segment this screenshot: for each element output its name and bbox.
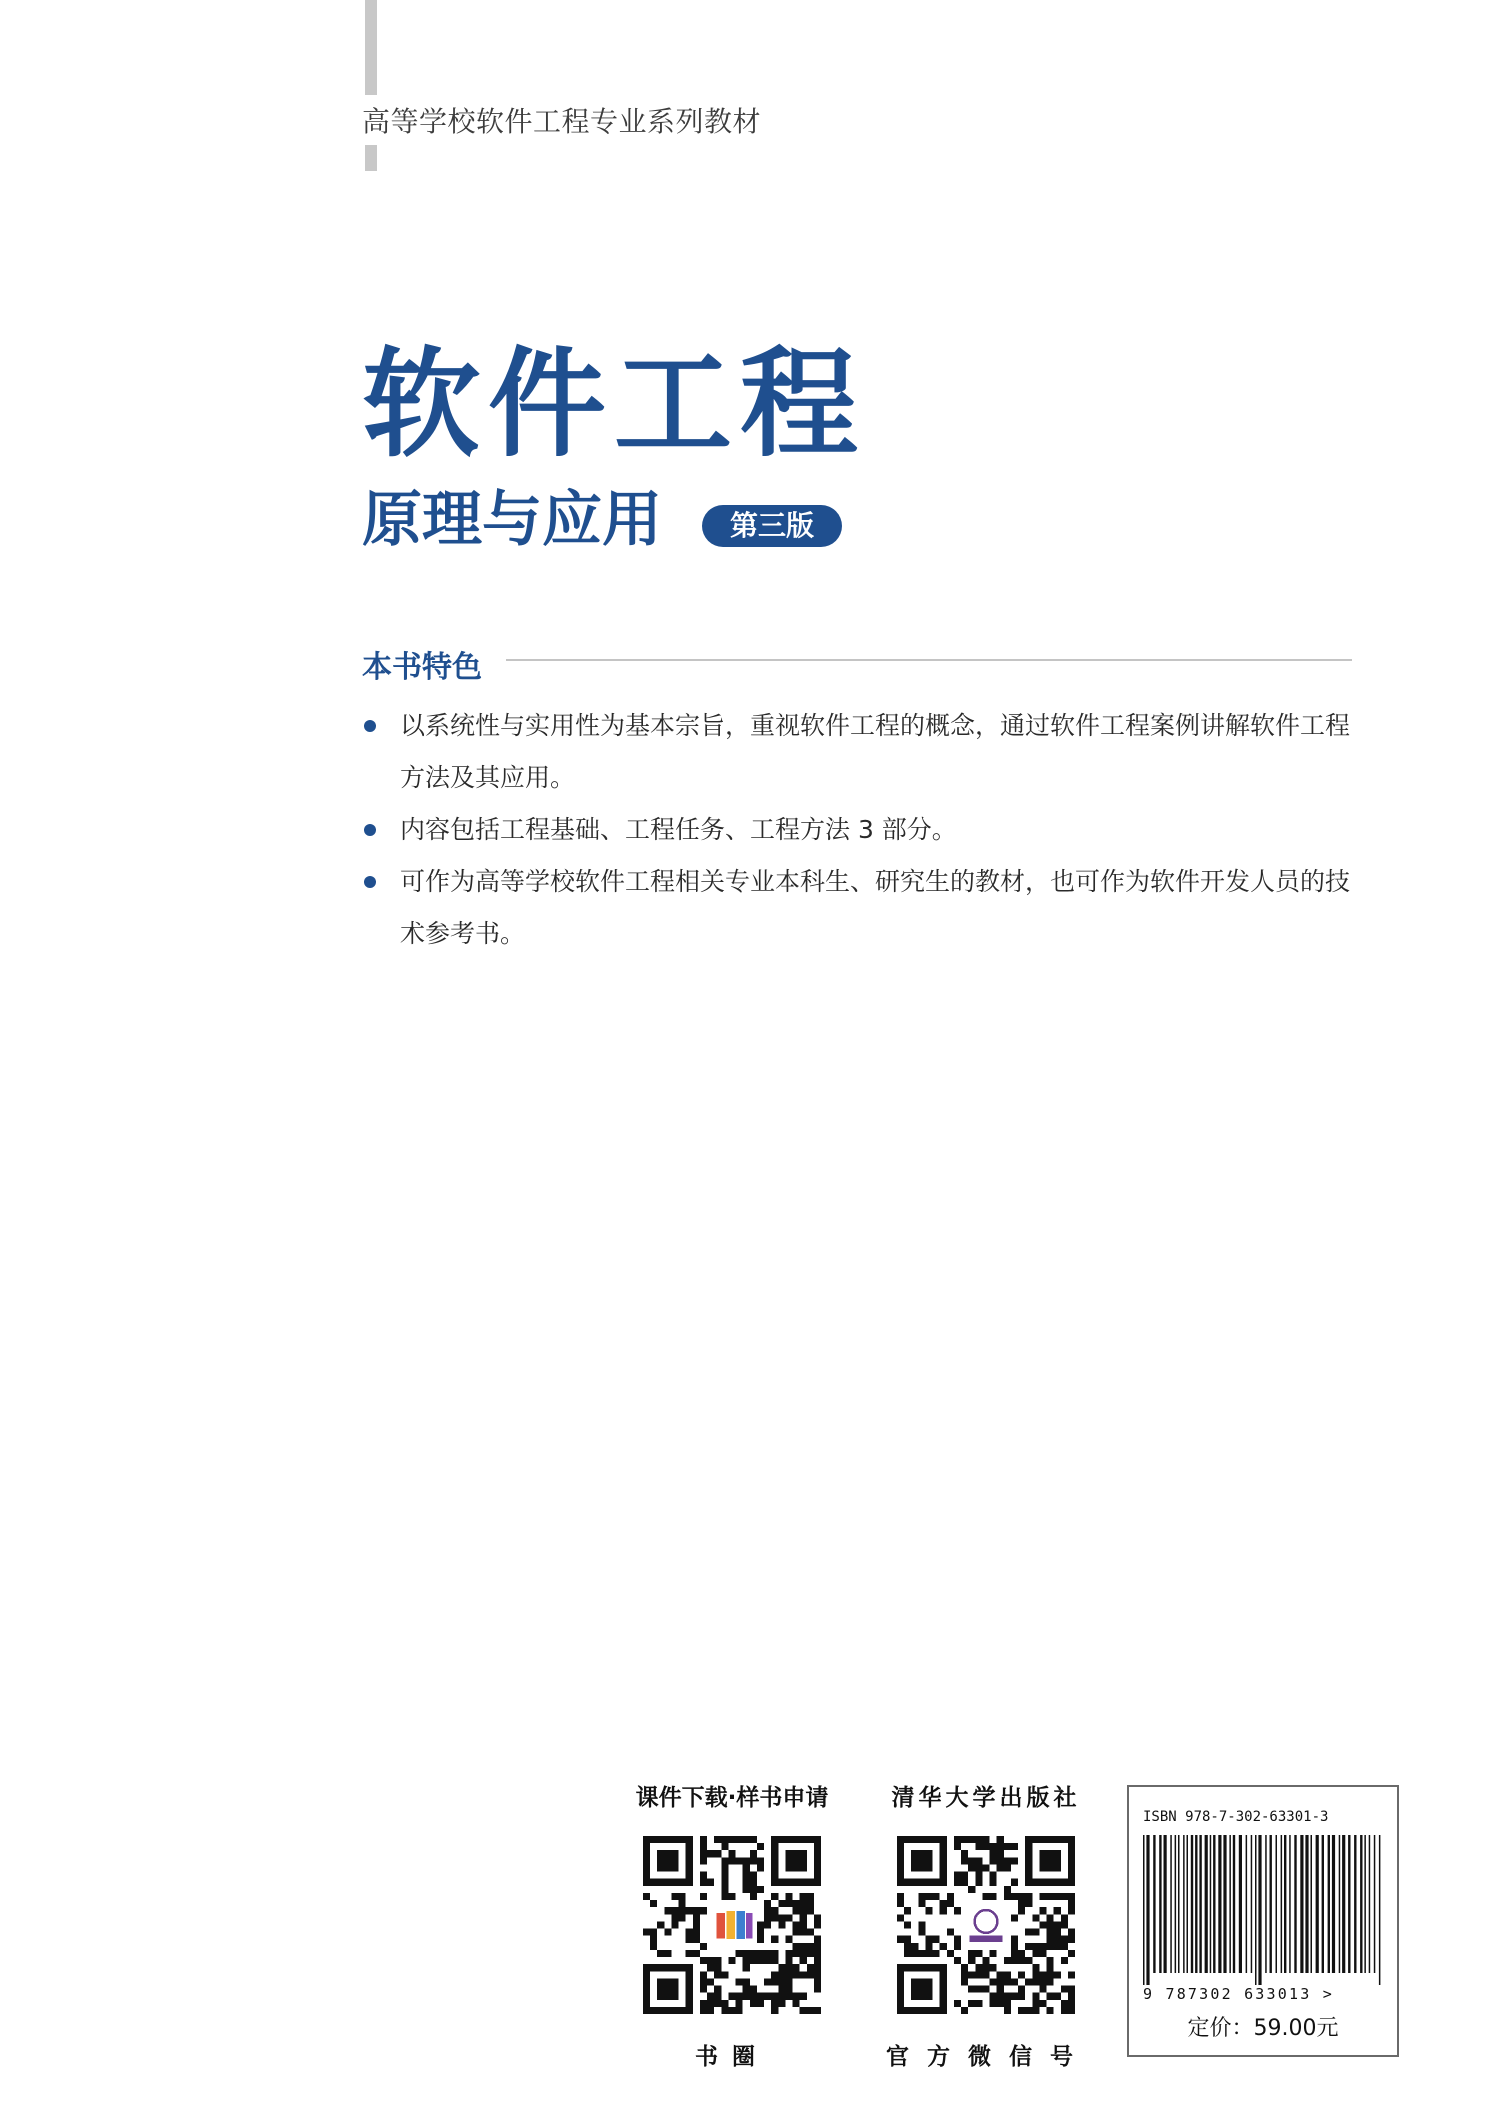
qr-caption: 清华大学出版社 xyxy=(891,1785,1081,1811)
isbn-number: ISBN 978-7-302-63301-3 xyxy=(1143,1809,1329,1825)
features-heading: 本书特色 xyxy=(362,650,482,685)
bullet-dot-icon xyxy=(364,876,376,888)
edition-badge: 第三版 xyxy=(702,505,842,547)
qr-block-shuquan xyxy=(632,1782,832,2071)
qr-code-graphic xyxy=(643,1836,821,2014)
qr-code-icon xyxy=(643,1836,821,2014)
feature-item xyxy=(362,856,1354,960)
feature-text: 以系统性与实用性为基本宗旨，重视软件工程的概念，通过软件工程案例讲解软件工程方法及其应用。 xyxy=(400,711,1351,792)
barcode-icon xyxy=(1141,1831,1389,2003)
book-subtitle: 原理与应用 xyxy=(362,485,662,555)
qr-label: 官方微信号 xyxy=(886,2044,1091,2070)
book-title: 软件工程 xyxy=(362,335,867,473)
bullet-dot-icon xyxy=(364,824,376,836)
qr-caption: 课件下载·样书申请 xyxy=(635,1785,829,1811)
series-name: 高等学校软件工程专业系列教材 xyxy=(362,105,762,138)
decorative-bar-top xyxy=(365,0,377,95)
feature-text: 内容包括工程基础、工程任务、工程方法 3 部分。 xyxy=(400,815,957,844)
feature-item xyxy=(362,700,1354,804)
feature-text: 可作为高等学校软件工程相关专业本科生、研究生的教材，也可作为软件开发人员的技术参考书。 xyxy=(400,867,1351,948)
feature-item xyxy=(362,804,1354,856)
isbn-barcode-panel xyxy=(1127,1785,1399,2057)
features-divider xyxy=(506,659,1352,661)
decorative-bar-bottom xyxy=(365,145,377,171)
qr-block-wechat xyxy=(886,1782,1091,2071)
bullet-dot-icon xyxy=(364,720,376,732)
qr-code-graphic xyxy=(897,1836,1075,2014)
qr-label: 书圈 xyxy=(695,2044,769,2070)
features-list xyxy=(362,700,1354,960)
barcode-digits: 9 787302 633013 > xyxy=(1143,1985,1334,2003)
qr-code-icon xyxy=(897,1836,1075,2014)
price-label: 定价：59.00元 xyxy=(1187,2016,1339,2041)
